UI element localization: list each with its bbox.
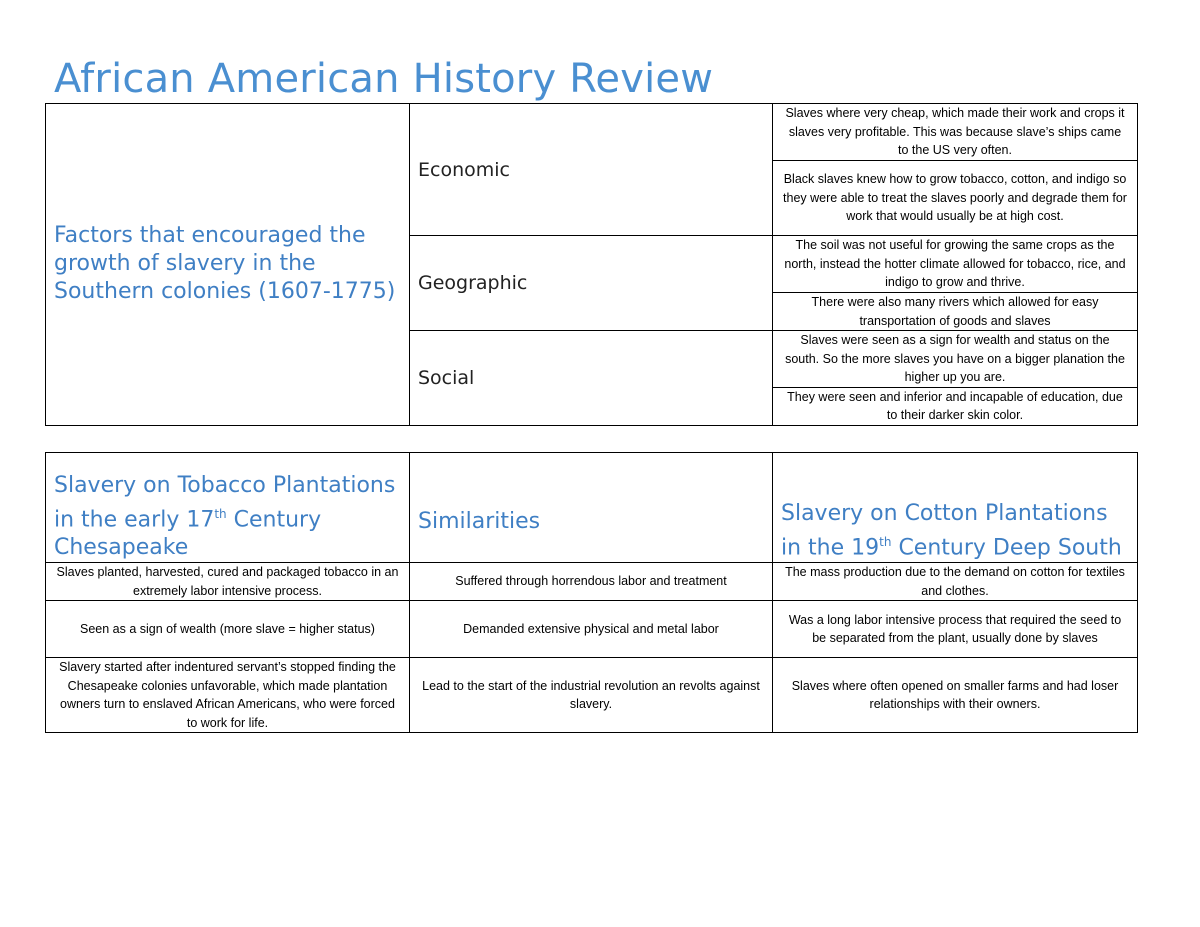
geographic-detail-2: There were also many rivers which allowed for easy transportation of goods and slaves	[773, 293, 1138, 331]
table-cell: Slaves where often opened on smaller farms and had loser relationships with their owners.	[773, 658, 1138, 733]
header-cotton-text: Slavery on Cotton Plantations in the 19	[781, 500, 1108, 560]
table-cell: Was a long labor intensive process that required the seed to be separated from the plant, usually done by slaves	[773, 601, 1138, 658]
header-similarities: Similarities	[410, 453, 773, 563]
geographic-detail-1: The soil was not useful for growing the same crops as the north, instead the hotter climate allowed for tobacco, rice, and indigo to grow and thrive.	[773, 236, 1138, 293]
header-tobacco-sup: th	[214, 506, 227, 521]
category-economic: Economic	[410, 104, 773, 236]
table-cell: Seen as a sign of wealth (more slave = higher status)	[46, 601, 410, 658]
economic-detail-2: Black slaves knew how to grow tobacco, cotton, and indigo so they were able to treat the slaves poorly and degrade them for work that would usually be at high cost.	[773, 161, 1138, 236]
header-tobacco-text-end: Century Chesapeake	[54, 507, 322, 560]
table-cell: The mass production due to the demand on cotton for textiles and clothes.	[773, 563, 1138, 601]
table-cell: Suffered through horrendous labor and treatment	[410, 563, 773, 601]
factors-table	[45, 103, 1138, 426]
page-title: African American History Review	[54, 56, 714, 102]
table-cell: Slaves planted, harvested, cured and packaged tobacco in an extremely labor intensive process.	[46, 563, 410, 601]
social-detail-1: Slaves were seen as a sign for wealth and status on the south. So the more slaves you have on a bigger planation the higher up you are.	[773, 331, 1138, 388]
header-cotton	[773, 453, 1138, 563]
category-social: Social	[410, 331, 773, 426]
header-tobacco-text: Slavery on Tobacco Plantations in the early 17	[54, 472, 396, 532]
header-cotton-text-end: Century Deep South	[891, 535, 1122, 560]
factor-label: Factors that encouraged the growth of slavery in the Southern colonies (1607-1775)	[46, 104, 410, 426]
category-geographic: Geographic	[410, 236, 773, 331]
table-cell: Lead to the start of the industrial revolution an revolts against slavery.	[410, 658, 773, 733]
economic-detail-1: Slaves where very cheap, which made their work and crops it slaves very profitable. This was because slave’s ships came to the US very often.	[773, 104, 1138, 161]
header-cotton-sup: th	[879, 534, 892, 549]
table-cell: Slavery started after indentured servant’s stopped finding the Chesapeake colonies unfavorable, which made plantation owners turn to enslaved African Americans, who were forced to work for life.	[46, 658, 410, 733]
header-tobacco	[46, 453, 410, 563]
comparison-table	[45, 452, 1138, 733]
social-detail-2: They were seen and inferior and incapable of education, due to their darker skin color.	[773, 387, 1138, 425]
table-cell: Demanded extensive physical and metal labor	[410, 601, 773, 658]
